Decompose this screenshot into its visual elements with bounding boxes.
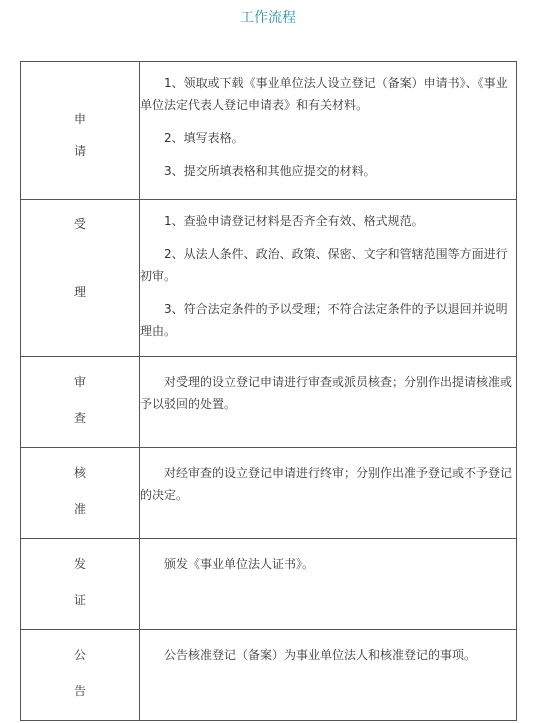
paragraph: 3、符合法定条件的予以受理；不符合法定条件的予以退回并说明理由。: [140, 302, 508, 338]
content-cell: [140, 200, 517, 357]
table-row: [21, 448, 517, 539]
stage-char: 准: [73, 502, 86, 516]
paragraph: 2、从法人条件、政治、政策、保密、文字和管辖范围等方面进行初审。: [140, 247, 508, 283]
stage-cell: [21, 539, 140, 630]
stage-cell: [21, 62, 140, 200]
paragraph: 1、领取或下载《事业单位法人设立登记（备案）申请书》、《事业单位法定代表人登记申请表》和有关材料。: [140, 76, 508, 112]
content-cell: [140, 539, 517, 630]
content-cell: [140, 62, 517, 200]
paragraph: 颁发《事业单位法人证书》。: [164, 557, 315, 571]
stage-cell: [21, 200, 140, 357]
page-title: 工作流程: [240, 10, 296, 26]
paragraph: 2、填写表格。: [164, 131, 244, 145]
stage-char: 发: [73, 557, 86, 571]
table-row: [21, 539, 517, 630]
paragraph: 对经审查的设立登记申请进行终审；分别作出准予登记或不予登记的决定。: [140, 466, 513, 502]
stage-char: 核: [73, 466, 86, 480]
paragraph: 1、查验申请登记材料是否齐全有效、格式规范。: [164, 214, 424, 228]
stage-cell: [21, 630, 140, 721]
stage-char: 审: [73, 375, 86, 389]
table-row: [21, 357, 517, 448]
stage-cell: [21, 357, 140, 448]
stage-char: 证: [73, 593, 86, 607]
workflow-table: [20, 61, 517, 721]
table-row: [21, 630, 517, 721]
stage-char: 查: [73, 411, 86, 425]
paragraph: 公告核准登记（备案）为事业单位法人和核准登记的事项。: [164, 648, 477, 662]
content-cell: [140, 357, 517, 448]
paragraph: 3、提交所填表格和其他应提交的材料。: [164, 164, 376, 178]
content-cell: [140, 630, 517, 721]
content-cell: [140, 448, 517, 539]
stage-char: 告: [73, 684, 86, 698]
table-row: [21, 200, 517, 357]
stage-char: 申: [73, 112, 86, 126]
stage-char: 请: [73, 144, 86, 158]
stage-char: 公: [73, 648, 86, 662]
paragraph: 对受理的设立登记申请进行审查或派员核查；分别作出提请核准或予以驳回的处置。: [140, 375, 513, 411]
stage-char: 理: [73, 285, 86, 299]
table-row: [21, 62, 517, 200]
stage-char: 受: [73, 217, 86, 231]
stage-cell: [21, 448, 140, 539]
